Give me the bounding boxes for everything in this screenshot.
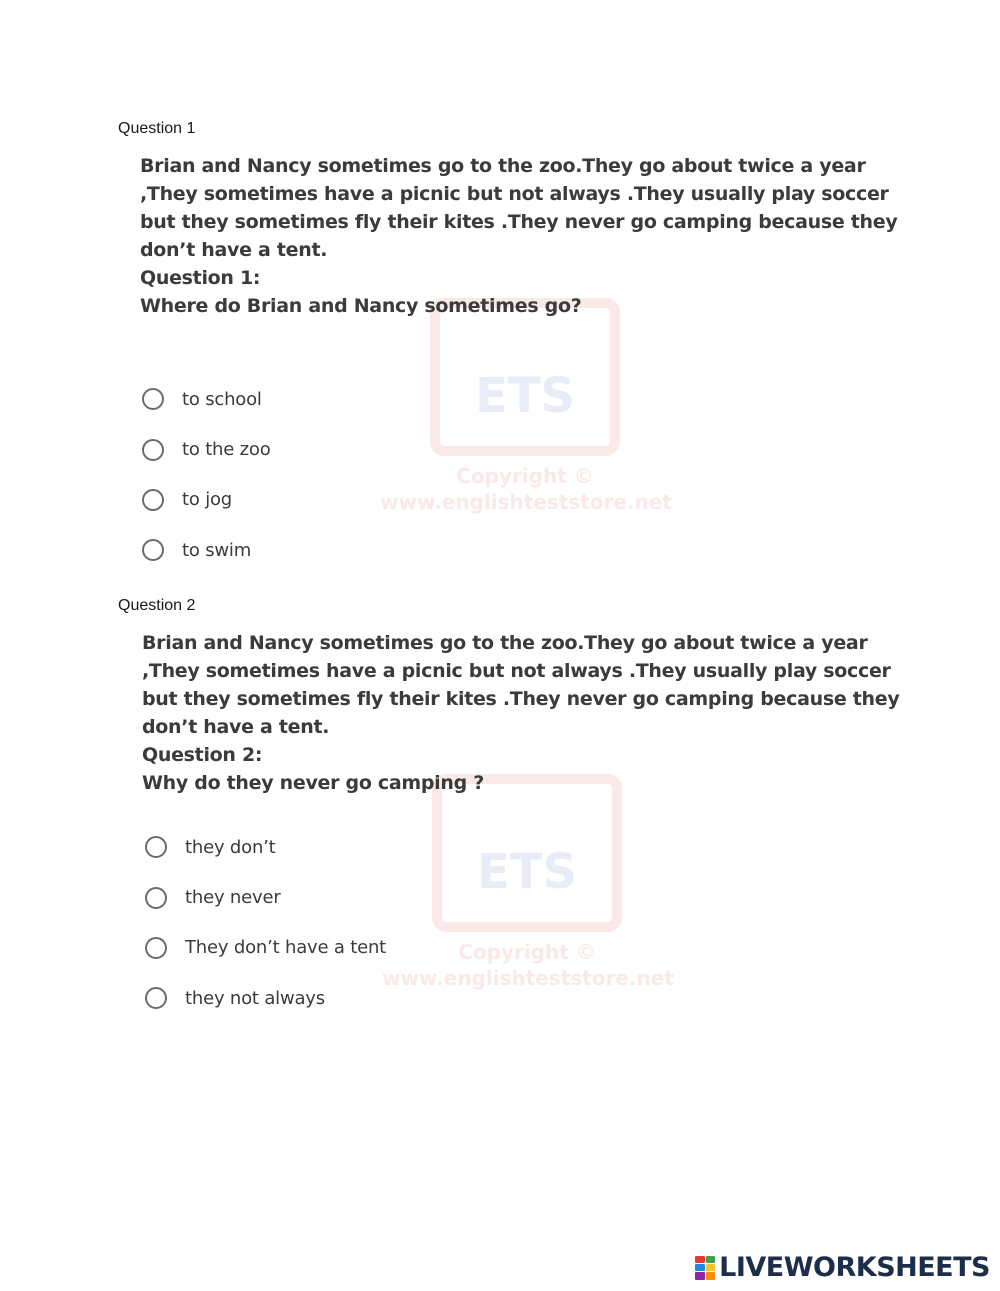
ets-logo-text: ETS (474, 368, 576, 424)
option-label: to swim (182, 539, 252, 561)
passage-line: ,They sometimes have a picnic but not always .They usually play soccer (140, 183, 889, 205)
ets-copyright-text: Copyright © (456, 464, 594, 488)
passage-line: ,They sometimes have a picnic but not always .They usually play soccer (142, 660, 891, 682)
option-to-jog[interactable] (142, 475, 271, 525)
option-they-never[interactable] (145, 872, 386, 922)
question-1-options (142, 374, 271, 576)
passage-line: but they sometimes fly their kites .They never go camping because they (140, 211, 898, 233)
option-label: to school (182, 388, 262, 410)
ets-copyright-text: Copyright © (458, 940, 596, 964)
passage-line: Brian and Nancy sometimes go to the zoo.They go about twice a year (142, 632, 868, 654)
radio-button[interactable] (142, 439, 164, 461)
logo-block (706, 1272, 716, 1279)
radio-button[interactable] (142, 539, 164, 561)
liveworksheets-logo-icon (695, 1256, 715, 1280)
option-label: they not always (185, 987, 325, 1009)
logo-block (706, 1256, 716, 1263)
question-1-heading: Question 1 (118, 120, 196, 137)
ets-logo-text: ETS (476, 844, 578, 900)
ets-copyright (380, 463, 670, 515)
option-they-not-always[interactable] (145, 973, 386, 1023)
passage-line: Brian and Nancy sometimes go to the zoo.They go about twice a year (140, 155, 866, 177)
question-1-prompt: Where do Brian and Nancy sometimes go? (140, 295, 582, 317)
radio-button[interactable] (142, 489, 164, 511)
question-1-passage (140, 152, 900, 320)
ets-url: www.englishteststore.net (382, 966, 674, 990)
radio-button[interactable] (145, 887, 167, 909)
option-label: They don’t have a tent (185, 937, 387, 959)
question-2-options (145, 822, 386, 1024)
brand-name: LIVEWORKSHEETS (719, 1252, 990, 1283)
question-2-prompt: Why do they never go camping ? (142, 772, 484, 794)
passage-line: but they sometimes fly their kites .They never go camping because they (142, 688, 900, 710)
radio-button[interactable] (145, 987, 167, 1009)
question-2-passage (142, 629, 902, 797)
ets-url: www.englishteststore.net (380, 490, 672, 514)
radio-button[interactable] (145, 836, 167, 858)
option-label: to jog (182, 489, 233, 511)
option-to-school[interactable] (142, 374, 271, 424)
question-2-prompt-label: Question 2: (142, 744, 263, 766)
radio-button[interactable] (145, 937, 167, 959)
option-they-dont[interactable] (145, 822, 386, 872)
question-2-heading: Question 2 (118, 597, 196, 614)
option-label: they don’t (185, 836, 276, 858)
passage-line: don’t have a tent. (140, 239, 328, 261)
logo-block (695, 1272, 705, 1279)
radio-button[interactable] (142, 388, 164, 410)
question-1-prompt-label: Question 1: (140, 267, 261, 289)
option-to-the-zoo[interactable] (142, 424, 271, 474)
logo-block (706, 1264, 716, 1271)
liveworksheets-brand (695, 1252, 990, 1283)
logo-block (695, 1264, 705, 1271)
option-they-dont-have-a-tent[interactable] (145, 923, 386, 973)
logo-block (695, 1256, 705, 1263)
option-label: they never (185, 887, 281, 909)
ets-copyright (382, 939, 672, 991)
option-to-swim[interactable] (142, 525, 271, 575)
passage-line: don’t have a tent. (142, 716, 330, 738)
option-label: to the zoo (182, 439, 271, 461)
